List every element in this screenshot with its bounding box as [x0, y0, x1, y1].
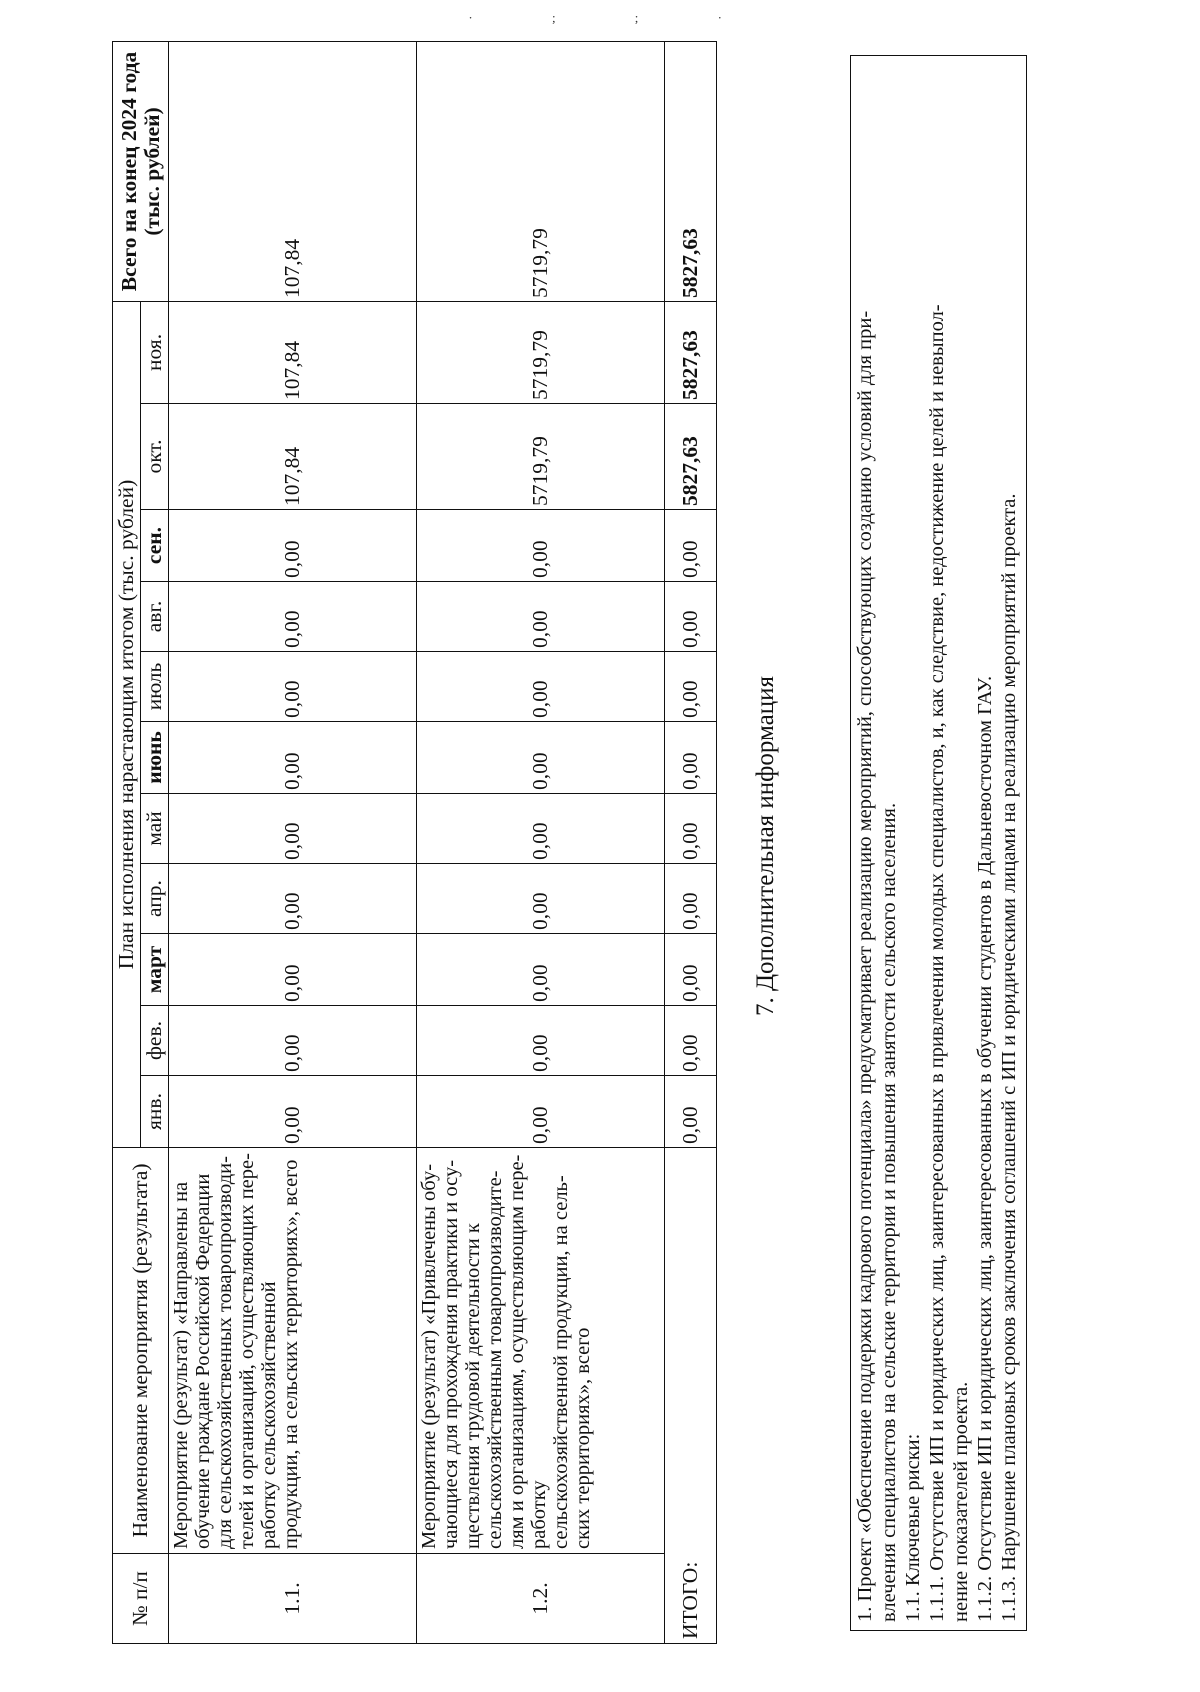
- total-value: 0,00: [665, 510, 717, 582]
- info-line: 1.1.3. Нарушение плановых сроков заключения соглашений с ИП и юридическими лицами на реализацию мероприятий проекта.: [997, 493, 1020, 1622]
- header-name: Наименование мероприятия (результата): [113, 1148, 169, 1554]
- row-value: 0,00: [417, 582, 665, 652]
- total-label: ИТОГО:: [665, 1148, 717, 1644]
- row-value: 5719,79: [417, 404, 665, 510]
- row-value: 0,00: [169, 722, 417, 794]
- row-value: 107,84: [169, 404, 417, 510]
- total-value: 0,00: [665, 1006, 717, 1076]
- header-month: июнь: [141, 722, 169, 794]
- row-name: [417, 1148, 665, 1554]
- total-value: 5827,63: [665, 301, 717, 403]
- scan-artifacts: · ; ; ·: [468, 10, 760, 25]
- row-value: 0,00: [169, 652, 417, 722]
- header-month: март: [141, 934, 169, 1006]
- row-name-line: продукции, на сельских территориях», всего: [280, 1159, 303, 1549]
- row-name-line: для сельскохозяйственных товаропроизводи-: [214, 1156, 237, 1549]
- row-name-line: ских территориях», всего: [571, 1327, 594, 1549]
- row-name-line: чающиеся для прохождения практики и осу-: [440, 1159, 463, 1549]
- row-name-line: работку: [528, 1480, 551, 1549]
- row-value: 0,00: [417, 934, 665, 1006]
- row-value: 5719,79: [417, 301, 665, 403]
- header-total: Всего на конец 2024 года (тыс. рублей): [113, 41, 169, 301]
- header-month: апр.: [141, 864, 169, 934]
- row-number: 1.2.: [417, 1554, 665, 1644]
- grand-total: 5827,63: [665, 41, 717, 301]
- row-value: 0,00: [417, 1006, 665, 1076]
- row-value: 0,00: [169, 1006, 417, 1076]
- table-row: [417, 41, 665, 1643]
- row-value: 0,00: [169, 510, 417, 582]
- header-row-1: [113, 41, 141, 1643]
- row-value: 0,00: [417, 510, 665, 582]
- row-value: 0,00: [169, 934, 417, 1006]
- header-plan-group: План исполнения нарастающим итогом (тыс. рублей): [113, 301, 141, 1147]
- row-name-line: сельскохозяйственным товаропроизводите-: [484, 1170, 507, 1549]
- row-value: 0,00: [169, 794, 417, 864]
- total-value: 0,00: [665, 934, 717, 1006]
- row-total: 107,84: [169, 41, 417, 301]
- row-name: [169, 1148, 417, 1554]
- additional-info-box: [850, 55, 1027, 1631]
- row-name-line: сельскохозяйственной продукции, на сель-: [549, 1175, 572, 1549]
- row-value: 0,00: [417, 1076, 665, 1148]
- info-line: 1.1.1. Отсутствие ИП и юридических лиц, заинтересованных в привлечении молодых специалистов, и, как следствие, недостижение целей и невыпол-: [925, 304, 948, 1622]
- row-value: 0,00: [169, 1076, 417, 1148]
- row-name-line: ществления трудовой деятельности к: [462, 1223, 485, 1549]
- row-value: 0,00: [169, 582, 417, 652]
- header-month: июль: [141, 652, 169, 722]
- total-value: 0,00: [665, 794, 717, 864]
- total-value: 0,00: [665, 722, 717, 794]
- info-line: нение показателей проекта.: [949, 1381, 972, 1622]
- row-value: 107,84: [169, 301, 417, 403]
- row-name-line: работку сельскохозяйственной: [258, 1281, 281, 1549]
- info-line: 1.1.2. Отсутствие ИП и юридических лиц, заинтересованных в обучении студентов в Дальневосточном ГАУ.: [973, 675, 996, 1622]
- row-name-line: обучение граждане Российской Федерации: [192, 1173, 215, 1549]
- total-value: 0,00: [665, 652, 717, 722]
- row-value: 0,00: [169, 864, 417, 934]
- row-name-line: лям и организациям, осуществляющим пере-: [506, 1154, 529, 1549]
- section-heading: 7. Дополнительная информация: [752, 675, 779, 1017]
- total-row: [665, 41, 717, 1643]
- row-value: 0,00: [417, 722, 665, 794]
- total-value: 0,00: [665, 1076, 717, 1148]
- info-line: 1. Проект «Обеспечение поддержки кадрового потенциала» предусматривает реализацию мероприятий, способствующих созданию условий для при-: [854, 310, 876, 1622]
- plan-table: [112, 41, 717, 1644]
- info-line: влечения специалистов на сельские территории и повышения занятости сельского населения.: [877, 802, 900, 1622]
- header-month: янв.: [141, 1076, 169, 1148]
- header-month: окт.: [141, 404, 169, 510]
- header-month: май: [141, 794, 169, 864]
- row-name-line: Мероприятие (результат) «Привлечены обу-: [418, 1163, 441, 1549]
- header-month: ноя.: [141, 301, 169, 403]
- row-value: 0,00: [417, 794, 665, 864]
- total-value: 5827,63: [665, 404, 717, 510]
- info-line: 1.1. Ключевые риски:: [901, 1433, 924, 1622]
- row-number: 1.1.: [169, 1554, 417, 1644]
- row-value: 0,00: [417, 864, 665, 934]
- table-row: [169, 41, 417, 1643]
- row-name-line: Мероприятие (результат) «Направлены на: [170, 1181, 193, 1549]
- header-month: авг.: [141, 582, 169, 652]
- header-month: сен.: [141, 510, 169, 582]
- header-month: фев.: [141, 1006, 169, 1076]
- total-value: 0,00: [665, 582, 717, 652]
- row-name-line: телей и организаций, осуществляющих пере-: [236, 1153, 259, 1549]
- total-value: 0,00: [665, 864, 717, 934]
- row-value: 0,00: [417, 652, 665, 722]
- header-num: № п/п: [113, 1554, 169, 1644]
- row-total: 5719,79: [417, 41, 665, 301]
